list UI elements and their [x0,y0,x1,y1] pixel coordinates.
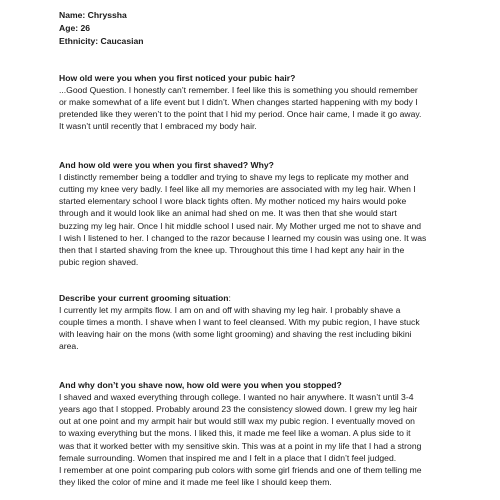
question-heading: And why don’t you shave now, how old were you when you stopped? [59,380,342,390]
qa-section-why-stopped [59,379,459,488]
qa-section-current-grooming [59,292,459,353]
answer-line: I remember at one point comparing pub colors with some girl friends and one of them telling me [59,464,422,475]
answer-line: It wasn’t until recently that I embraced my body hair. [59,121,257,132]
respondent-info [59,9,144,48]
question-heading: Describe your current grooming situation: [59,293,231,303]
question-heading: How old were you when you first noticed your pubic hair? [59,73,296,83]
answer-line: with leaving hair on the mons (with some light grooming) and shaving the rest including bikini [59,329,412,340]
qa-section-first-shaved [59,159,459,268]
answer-line: through and it would look like an animal had shed on me. It was then that she would start [59,208,397,219]
answer-line: they liked the color of mine and it made me feel like I should keep them. [59,477,332,488]
answer-line: started elementary school I wore black tights often. My mother noticed my hairs would poke [59,196,407,207]
respondent-name: Name: Chryssha [59,10,127,20]
answer-line: pubic region shaved. [59,257,139,268]
answer-line: buzzing my leg hair. Once I hit middle school I used nair. My Mother urged me not to shave and [59,220,422,231]
answer-line: I currently let my armpits flow. I am on and off with shaving my leg hair. I probably shave a [59,305,401,315]
qa-section-first-noticed [59,72,459,133]
answer-line: I distinctly remember being a toddler and trying to shave my legs to replicate my mother and [59,172,409,182]
answer-line: or make somewhat of a life event but I didn’t. When changes started happening with my body I [59,97,418,108]
respondent-age: Age: 26 [59,23,91,33]
answer-line: female surrounding. Women that inspired me and I felt in a place that I didn’t feel judged. [59,452,397,463]
answer-line: to waxing everything but the mons. I liked this, it made me feel like a woman. A plus side to it [59,428,411,439]
respondent-ethnicity: Ethnicity: Caucasian [59,36,144,46]
answer-line: I shaved and waxed everything through college. I wanted no hair anywhere. It wasn’t until 3-4 [59,392,414,402]
answer-line: then that I started shaving from the knee up. Throughout this time I had kept any hair in the [59,244,405,255]
answer-line: area. [59,341,79,352]
answer-line: was that it worked better with my sensitive skin. This was at a point in my life that I had a strong [59,440,422,451]
answer-line: years ago that I stopped. Probably around 23 the consistency slowed down. I grew my leg hair [59,404,418,415]
answer-line: cutting my knee very badly. I feel like all my memories are associated with my leg hair. When I [59,184,416,195]
question-heading: And how old were you when you first shaved? Why? [59,160,274,170]
answer-line: pretended like they weren’t to the point that I hid my period. Once hair came, I made it go away. [59,109,422,120]
answer-line: I wish I listened to her. I changed to the razor because I learned my cousin was using one. It was [59,232,427,243]
answer-line: ...Good Question. I honestly can’t remember. I feel like this is something you should remember [59,85,418,95]
answer-line: couple times a month. I shave when I want to feel cleansed. With my pubic region, I have stuck [59,317,420,328]
answer-line: out at one point and my armpit hair but would still wax my pubic region. I eventually moved on [59,416,415,427]
